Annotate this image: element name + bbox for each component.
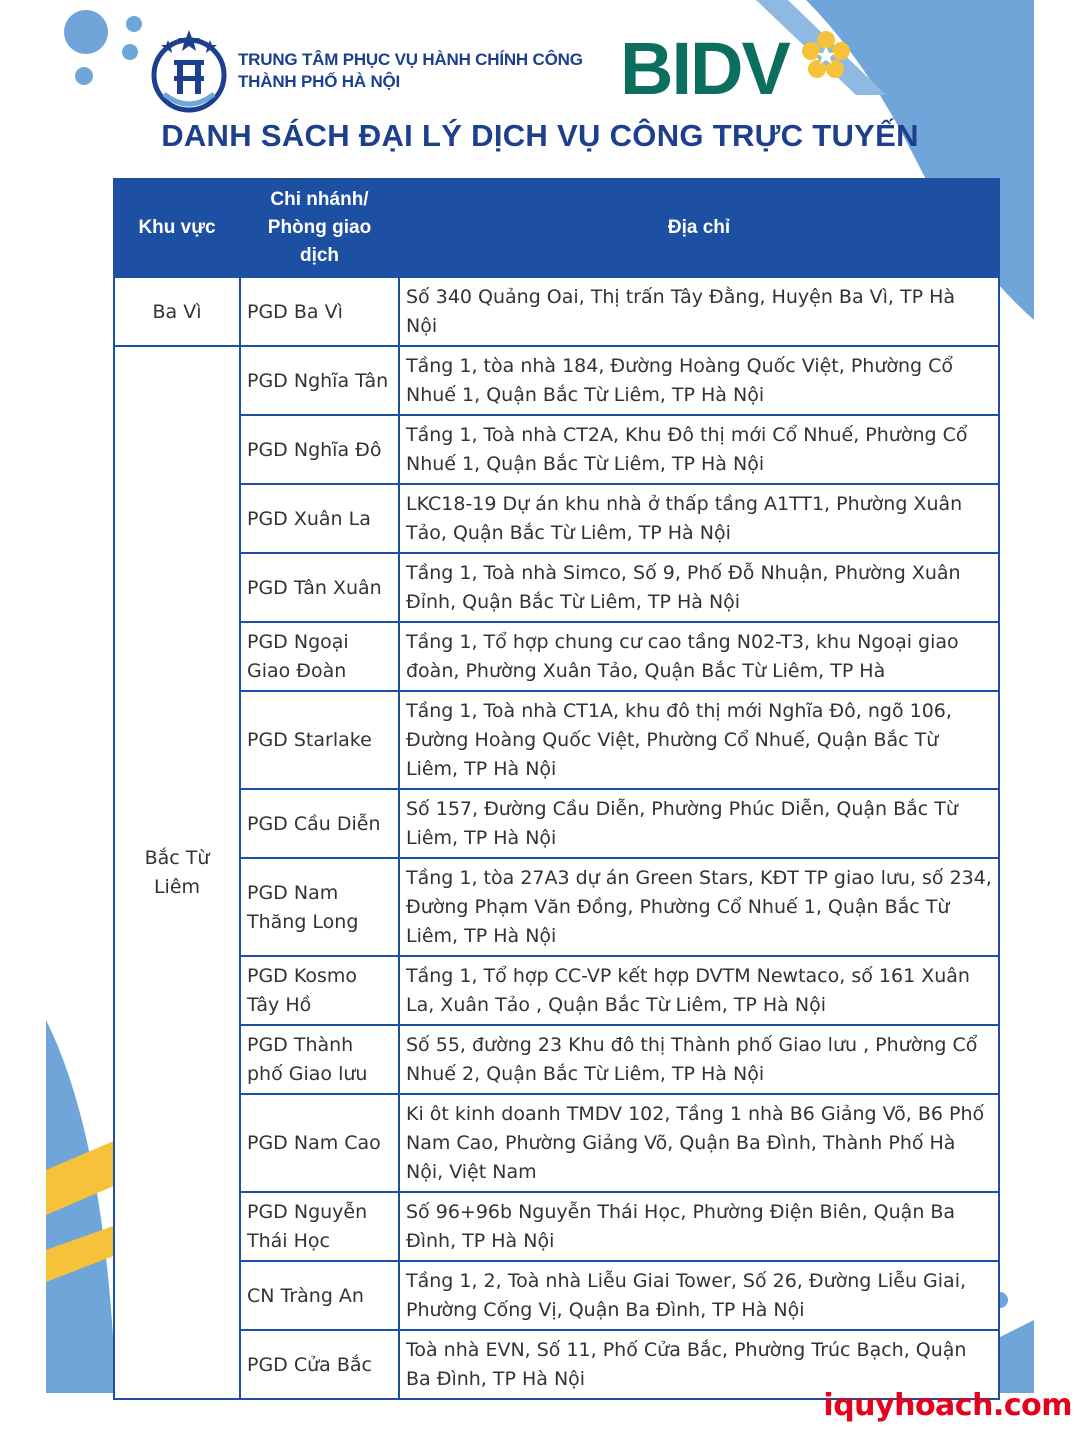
table-row	[114, 277, 999, 346]
area-cell-bac-tu-liem: Bắc Từ Liêm	[114, 346, 240, 1399]
branch-cell: PGD Ba Vì	[240, 277, 399, 346]
table-row	[114, 1025, 999, 1094]
table-row	[114, 956, 999, 1025]
address-cell: Tầng 1, Tổ hợp chung cư cao tầng N02-T3, khu Ngoại giao đoàn, Phường Xuân Tảo, Quận Bắc Từ Liêm, TP Hà	[399, 622, 999, 691]
org-name	[238, 49, 583, 93]
table-row	[114, 1261, 999, 1330]
branch-cell: PGD Nam Cao	[240, 1094, 399, 1192]
table-row	[114, 553, 999, 622]
address-cell: Số 96+96b Nguyễn Thái Học, Phường Điện Biên, Quận Ba Đình, TP Hà Nội	[399, 1192, 999, 1261]
bidv-logo	[620, 26, 860, 106]
table-row	[114, 858, 999, 956]
address-cell: Tầng 1, 2, Toà nhà Liễu Giai Tower, Số 26, Đường Liễu Giai, Phường Cống Vị, Quận Ba Đình, TP Hà Nội	[399, 1261, 999, 1330]
org-name-line2: THÀNH PHỐ HÀ NỘI	[238, 72, 401, 91]
address-cell: LKC18-19 Dự án khu nhà ở thấp tầng A1TT1, Phường Xuân Tảo, Quận Bắc Từ Liêm, TP Hà Nội	[399, 484, 999, 553]
table-row	[114, 789, 999, 858]
address-cell: Toà nhà EVN, Số 11, Phố Cửa Bắc, Phường Trúc Bạch, Quận Ba Đình, TP Hà Nội	[399, 1330, 999, 1399]
org-header	[150, 28, 583, 114]
org-name-line1: TRUNG TÂM PHỤC VỤ HÀNH CHÍNH CÔNG	[238, 50, 583, 69]
branch-cell: PGD Nghĩa Đô	[240, 415, 399, 484]
branch-cell: PGD Starlake	[240, 691, 399, 789]
address-cell: Tầng 1, Tổ hợp CC-VP kết hợp DVTM Newtaco, số 161 Xuân La, Xuân Tảo , Quận Bắc Từ Liêm, TP Hà Nội	[399, 956, 999, 1025]
address-cell: Tầng 1, tòa nhà 184, Đường Hoàng Quốc Việt, Phường Cổ Nhuế 1, Quận Bắc Từ Liêm, TP Hà Nội	[399, 346, 999, 415]
hanoi-admin-center-logo	[150, 28, 228, 114]
column-header-area: Khu vực	[114, 179, 240, 277]
address-cell: Ki ôt kinh doanh TMDV 102, Tầng 1 nhà B6 Giảng Võ, B6 Phố Nam Cao, Phường Giảng Võ, Quận Ba Đình, Thành Phố Hà Nội, Việt Nam	[399, 1094, 999, 1192]
branch-cell: PGD Thành phố Giao lưu	[240, 1025, 399, 1094]
area-cell-ba-vi: Ba Vì	[114, 277, 240, 346]
decorative-circles	[46, 0, 156, 110]
table-row	[114, 346, 999, 415]
branch-cell: PGD Xuân La	[240, 484, 399, 553]
table-row	[114, 1192, 999, 1261]
address-cell: Số 55, đường 23 Khu đô thị Thành phố Giao lưu , Phường Cổ Nhuế 2, Quận Bắc Từ Liêm, TP Hà Nội	[399, 1025, 999, 1094]
address-cell: Tầng 1, Toà nhà Simco, Số 9, Phố Đỗ Nhuận, Phường Xuân Đỉnh, Quận Bắc Từ Liêm, TP Hà Nội	[399, 553, 999, 622]
address-cell: Tầng 1, tòa 27A3 dự án Green Stars, KĐT TP giao lưu, số 234, Đường Phạm Văn Đồng, Phường Cổ Nhuế 1, Quận Bắc Từ Liêm, TP Hà Nội	[399, 858, 999, 956]
branch-cell: PGD Nam Thăng Long	[240, 858, 399, 956]
table-header-row	[114, 179, 999, 277]
column-header-address: Địa chỉ	[399, 179, 999, 277]
table-row	[114, 415, 999, 484]
table-row	[114, 622, 999, 691]
table-row	[114, 1094, 999, 1192]
branch-cell: PGD Tân Xuân	[240, 553, 399, 622]
branch-cell: PGD Ngoại Giao Đoàn	[240, 622, 399, 691]
branch-cell: PGD Kosmo Tây Hồ	[240, 956, 399, 1025]
bidv-logo-text: BIDV	[620, 27, 789, 106]
bidv-star-icon	[802, 31, 850, 78]
agent-table	[113, 178, 1000, 1400]
address-cell: Tầng 1, Toà nhà CT1A, khu đô thị mới Nghĩa Đô, ngõ 106, Đường Hoàng Quốc Việt, Phường Cổ Nhuế, Quận Bắc Từ Liêm, TP Hà Nội	[399, 691, 999, 789]
branch-cell: PGD Cầu Diễn	[240, 789, 399, 858]
address-cell: Số 157, Đường Cầu Diễn, Phường Phúc Diễn, Quận Bắc Từ Liêm, TP Hà Nội	[399, 789, 999, 858]
decorative-shapes-bottom-right	[994, 1280, 1034, 1393]
address-cell: Số 340 Quảng Oai, Thị trấn Tây Đằng, Huyện Ba Vì, TP Hà Nội	[399, 277, 999, 346]
branch-cell: PGD Cửa Bắc	[240, 1330, 399, 1399]
watermark: iquyhoach.com	[823, 1388, 1072, 1423]
branch-cell: PGD Nguyễn Thái Học	[240, 1192, 399, 1261]
table-row	[114, 484, 999, 553]
address-cell: Tầng 1, Toà nhà CT2A, Khu Đô thị mới Cổ Nhuế, Phường Cổ Nhuế 1, Quận Bắc Từ Liêm, TP Hà Nội	[399, 415, 999, 484]
column-header-branch: Chi nhánh/ Phòng giao dịch	[240, 179, 399, 277]
table-row	[114, 691, 999, 789]
page-title: DANH SÁCH ĐẠI LÝ DỊCH VỤ CÔNG TRỰC TUYẾN	[161, 118, 919, 153]
branch-cell: CN Tràng An	[240, 1261, 399, 1330]
branch-cell: PGD Nghĩa Tân	[240, 346, 399, 415]
